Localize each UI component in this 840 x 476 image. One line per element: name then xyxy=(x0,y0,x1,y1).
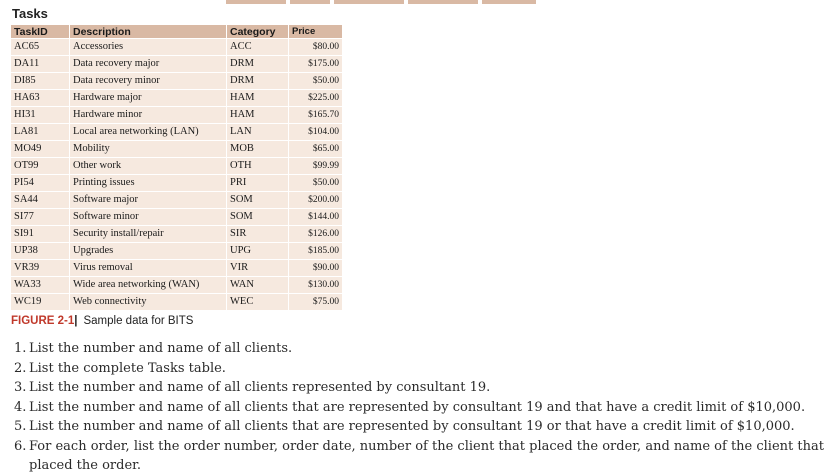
cell-taskid: HA63 xyxy=(11,90,70,107)
cell-price: $104.00 xyxy=(289,124,343,141)
cell-description: Software minor xyxy=(70,209,227,226)
cell-category: HAM xyxy=(227,90,289,107)
cell-description: Hardware minor xyxy=(70,107,227,124)
exercise-number: 3. xyxy=(14,380,27,395)
cell-description: Accessories xyxy=(70,39,227,56)
exercise-item xyxy=(14,437,829,476)
table-row xyxy=(11,56,342,73)
exercise-text: List the number and name of all clients that are represented by consultant 19 and that have a credit limit of $10,000. xyxy=(29,399,806,415)
cell-category: PRI xyxy=(227,175,289,192)
table-row xyxy=(11,141,342,158)
exercise-item xyxy=(14,398,829,418)
table-row xyxy=(11,124,342,141)
header-category: Category xyxy=(227,25,289,39)
cell-category: VIR xyxy=(227,260,289,277)
cell-description: Other work xyxy=(70,158,227,175)
cell-taskid: MO49 xyxy=(11,141,70,158)
exercise-item xyxy=(14,417,829,437)
cell-taskid: OT99 xyxy=(11,158,70,175)
table-row xyxy=(11,243,342,260)
cell-taskid: SI77 xyxy=(11,209,70,226)
cell-taskid: AC65 xyxy=(11,39,70,56)
cell-description: Mobility xyxy=(70,141,227,158)
exercise-item xyxy=(14,339,829,359)
cell-price: $144.00 xyxy=(289,209,343,226)
table-row xyxy=(11,39,342,56)
cell-description: Web connectivity xyxy=(70,294,227,311)
table-row xyxy=(11,277,342,294)
cell-price: $175.00 xyxy=(289,56,343,73)
cell-category: ACC xyxy=(227,39,289,56)
exercise-number: 6. xyxy=(14,438,27,454)
cell-price: $90.00 xyxy=(289,260,343,277)
exercise-text: List the complete Tasks table. xyxy=(29,360,226,376)
exercise-item xyxy=(14,378,829,398)
figure-caption xyxy=(11,315,193,327)
header-description: Description xyxy=(70,25,227,39)
table-row xyxy=(11,226,342,243)
cell-price: $185.00 xyxy=(289,243,343,260)
header-price: Price xyxy=(289,25,343,39)
table-header-row xyxy=(11,25,342,39)
cell-category: WEC xyxy=(227,294,289,311)
table-row xyxy=(11,209,342,226)
cell-description: Data recovery minor xyxy=(70,73,227,90)
exercise-number: 2. xyxy=(14,360,27,376)
cell-category: OTH xyxy=(227,158,289,175)
table-row xyxy=(11,107,342,124)
cell-description: Local area networking (LAN) xyxy=(70,124,227,141)
cell-category: UPG xyxy=(227,243,289,260)
cell-category: DRM xyxy=(227,73,289,90)
cell-category: LAN xyxy=(227,124,289,141)
table-row xyxy=(11,175,342,192)
table-title: Tasks xyxy=(12,6,48,21)
exercise-text: List the number and name of all clients that are represented by consultant 19 or that have a credit limit of $10,000. xyxy=(29,419,795,434)
cell-taskid: VR39 xyxy=(11,260,70,277)
cell-price: $50.00 xyxy=(289,73,343,90)
exercise-number: 5. xyxy=(14,419,27,434)
cell-description: Upgrades xyxy=(70,243,227,260)
cell-taskid: SI91 xyxy=(11,226,70,243)
cell-taskid: DA11 xyxy=(11,56,70,73)
cell-description: Printing issues xyxy=(70,175,227,192)
previous-table-fragment xyxy=(226,0,536,4)
exercise-list xyxy=(14,339,829,476)
cell-taskid: LA81 xyxy=(11,124,70,141)
cell-price: $126.00 xyxy=(289,226,343,243)
cell-description: Security install/repair xyxy=(70,226,227,243)
exercise-text: List the number and name of all clients represented by consultant 19. xyxy=(29,380,491,395)
cell-description: Data recovery major xyxy=(70,56,227,73)
cell-price: $50.00 xyxy=(289,175,343,192)
table-row xyxy=(11,192,342,209)
cell-description: Hardware major xyxy=(70,90,227,107)
exercise-number: 1. xyxy=(14,341,27,356)
figure-separator: | xyxy=(74,315,78,327)
cell-price: $200.00 xyxy=(289,192,343,209)
cell-category: SOM xyxy=(227,192,289,209)
table-row xyxy=(11,90,342,107)
cell-description: Software major xyxy=(70,192,227,209)
cell-category: WAN xyxy=(227,277,289,294)
cell-description: Wide area networking (WAN) xyxy=(70,277,227,294)
table-row xyxy=(11,294,342,311)
cell-description: Virus removal xyxy=(70,260,227,277)
cell-category: HAM xyxy=(227,107,289,124)
exercise-text: List the number and name of all clients. xyxy=(29,341,293,356)
cell-taskid: SA44 xyxy=(11,192,70,209)
tasks-table xyxy=(11,25,342,310)
table-row xyxy=(11,158,342,175)
cell-taskid: PI54 xyxy=(11,175,70,192)
exercise-item xyxy=(14,359,829,379)
cell-taskid: HI31 xyxy=(11,107,70,124)
figure-caption-text: Sample data for BITS xyxy=(83,315,194,327)
cell-price: $65.00 xyxy=(289,141,343,158)
cell-taskid: DI85 xyxy=(11,73,70,90)
cell-category: DRM xyxy=(227,56,289,73)
cell-price: $165.70 xyxy=(289,107,343,124)
cell-category: MOB xyxy=(227,141,289,158)
header-taskid: TaskID xyxy=(11,25,70,39)
cell-price: $225.00 xyxy=(289,90,343,107)
cell-taskid: WA33 xyxy=(11,277,70,294)
cell-price: $130.00 xyxy=(289,277,343,294)
cell-price: $75.00 xyxy=(289,294,343,311)
cell-price: $99.99 xyxy=(289,158,343,175)
cell-category: SOM xyxy=(227,209,289,226)
figure-number: FIGURE 2-1 xyxy=(11,315,75,327)
exercise-number: 4. xyxy=(14,399,27,415)
cell-price: $80.00 xyxy=(289,39,343,56)
cell-taskid: WC19 xyxy=(11,294,70,311)
table-row xyxy=(11,260,342,277)
cell-taskid: UP38 xyxy=(11,243,70,260)
exercise-text: For each order, list the order number, order date, number of the client that placed the order, and name of the client that placed the order. xyxy=(29,438,824,473)
table-body xyxy=(11,39,342,311)
table-row xyxy=(11,73,342,90)
cell-category: SIR xyxy=(227,226,289,243)
